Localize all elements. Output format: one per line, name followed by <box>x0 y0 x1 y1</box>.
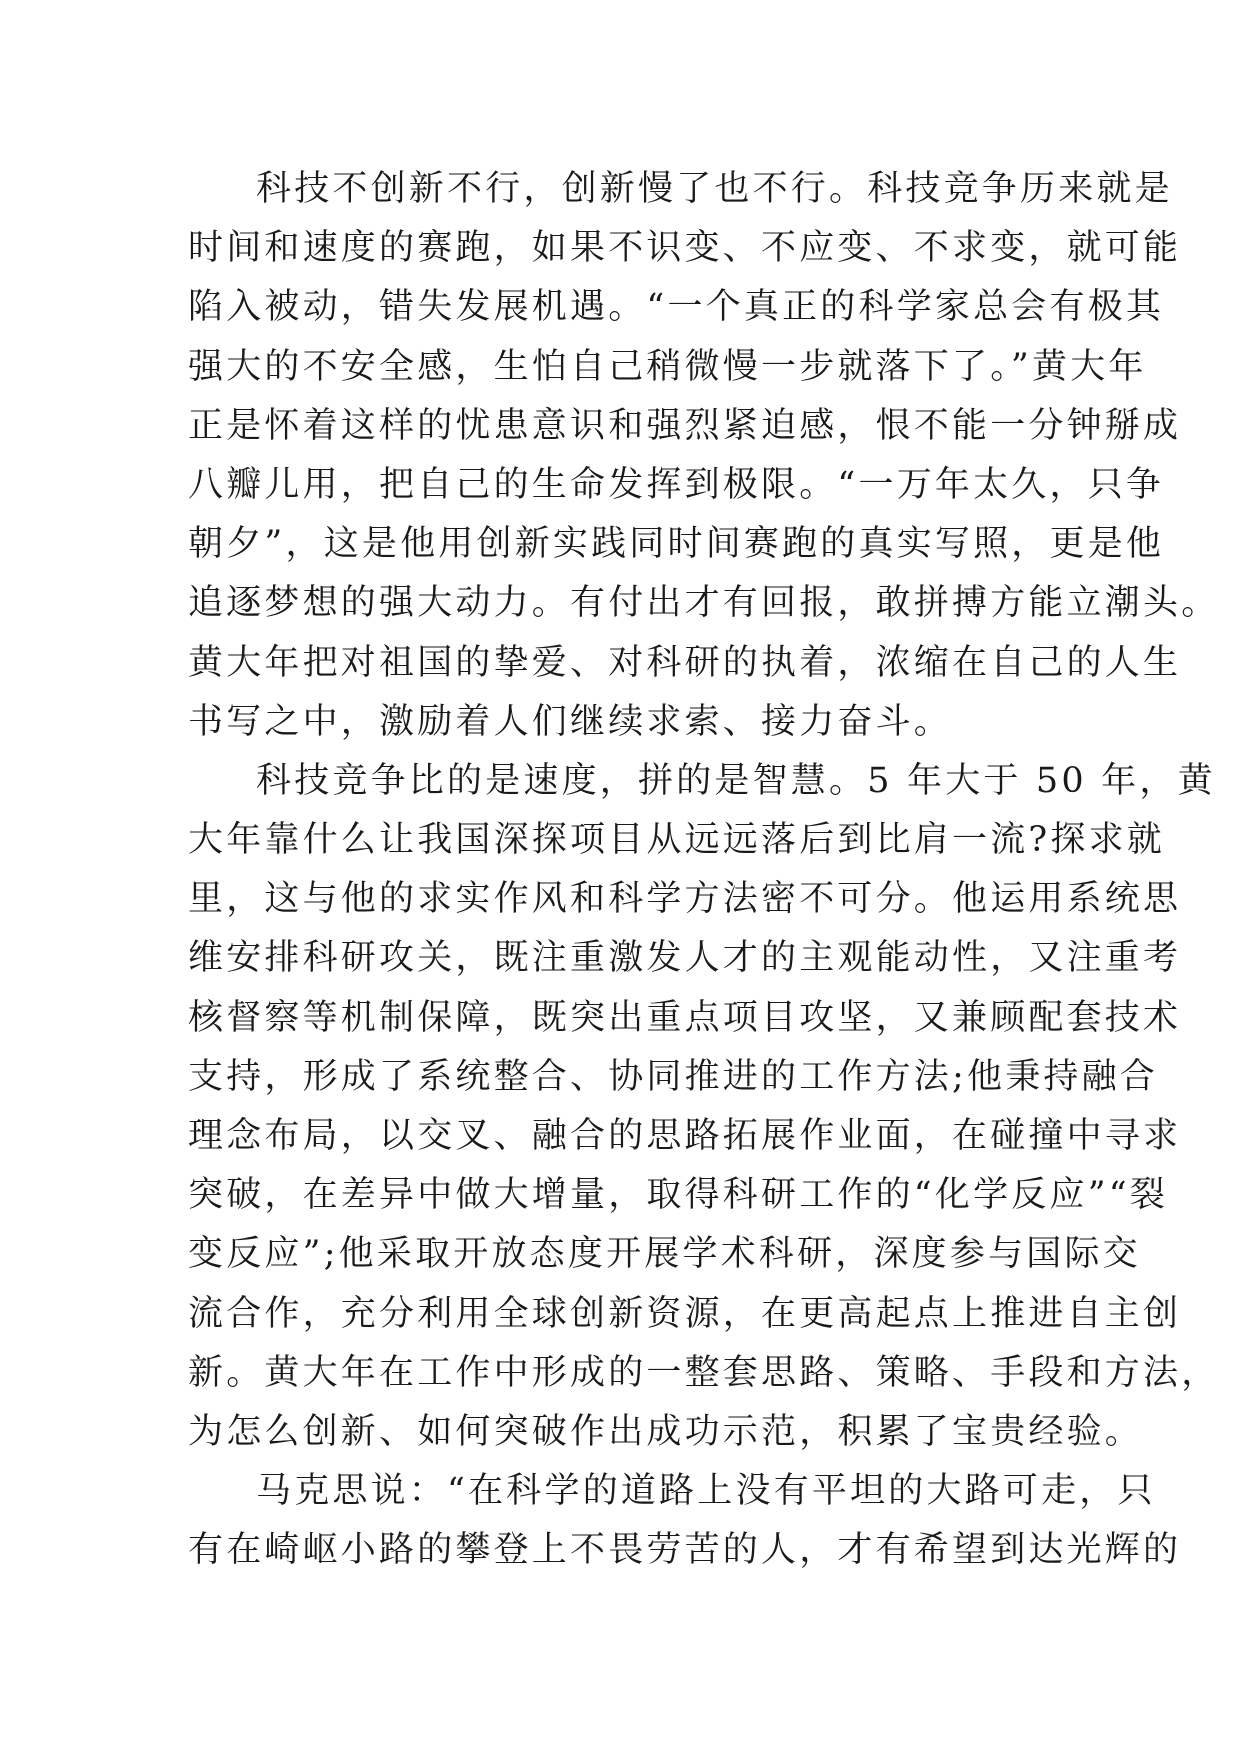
text-line: 变反应”;他采取开放态度开展学术科研，深度参与国际交 <box>188 1234 1141 1275</box>
text-line: 新。黄大年在工作中形成的一整套思路、策略、手段和方法， <box>188 1352 1220 1393</box>
text-line: 八瓣儿用，把自己的生命发挥到极限。“一万年太久，只争 <box>188 464 1165 505</box>
text-line: 理念布局，以交叉、融合的思路拓展作业面，在碰撞中寻求 <box>188 1116 1182 1156</box>
paragraph-1 <box>188 160 1220 752</box>
text-line: 陷入被动，错失发展机遇。“一个真正的科学家总会有极其 <box>188 287 1165 328</box>
text-line: 核督察等机制保障，既突出重点项目攻坚，又兼顾配套技术 <box>188 997 1182 1038</box>
text-line: 马克思说：“在科学的道路上没有平坦的大路可走，只 <box>256 1471 1156 1512</box>
text-line: 为怎么创新、如何突破作出成功示范，积累了宝贵经验。 <box>188 1411 1144 1452</box>
paragraph-3 <box>188 1462 1182 1580</box>
text-line: 大年靠什么让我国深探项目从远远落后到比肩一流?探求就 <box>188 820 1165 861</box>
text-line: 黄大年把对祖国的挚爱、对科研的执着，浓缩在自己的人生 <box>188 642 1182 683</box>
text-line: 流合作，充分利用全球创新资源，在更高起点上推进自主创 <box>188 1293 1182 1334</box>
text-line: 里，这与他的求实作风和科学方法密不可分。他运用系统思 <box>188 879 1182 920</box>
text-line: 有在崎岖小路的攀登上不畏劳苦的人，才有希望到达光辉的 <box>188 1530 1182 1571</box>
text-line: 朝夕”，这是他用创新实践同时间赛跑的真实写照，更是他 <box>188 524 1165 565</box>
document-body <box>188 160 1220 1581</box>
text-line: 时间和速度的赛跑，如果不识变、不应变、不求变，就可能 <box>188 228 1182 269</box>
text-line: 追逐梦想的强大动力。有付出才有回报，敢拼搏方能立潮头。 <box>188 583 1220 624</box>
text-line: 科技竞争比的是速度，拼的是智慧。5 年大于 50 年，黄 <box>256 760 1216 801</box>
text-line: 维安排科研攻关，既注重激发人才的主观能动性，又注重考 <box>188 938 1182 979</box>
text-line: 突破，在差异中做大增量，取得科研工作的“化学反应”“裂 <box>188 1175 1169 1216</box>
text-line: 科技不创新不行，创新慢了也不行。科技竞争历来就是 <box>256 169 1173 209</box>
paragraph-2 <box>188 752 1220 1462</box>
text-line: 正是怀着这样的忧患意识和强烈紧迫感，恨不能一分钟掰成 <box>188 405 1182 446</box>
text-line: 支持，形成了系统整合、协同推进的工作方法;他秉持融合 <box>188 1056 1158 1097</box>
text-line: 书写之中，激励着人们继续求索、接力奋斗。 <box>188 701 953 742</box>
text-line: 强大的不安全感，生怕自己稍微慢一步就落下了。”黄大年 <box>188 346 1147 387</box>
